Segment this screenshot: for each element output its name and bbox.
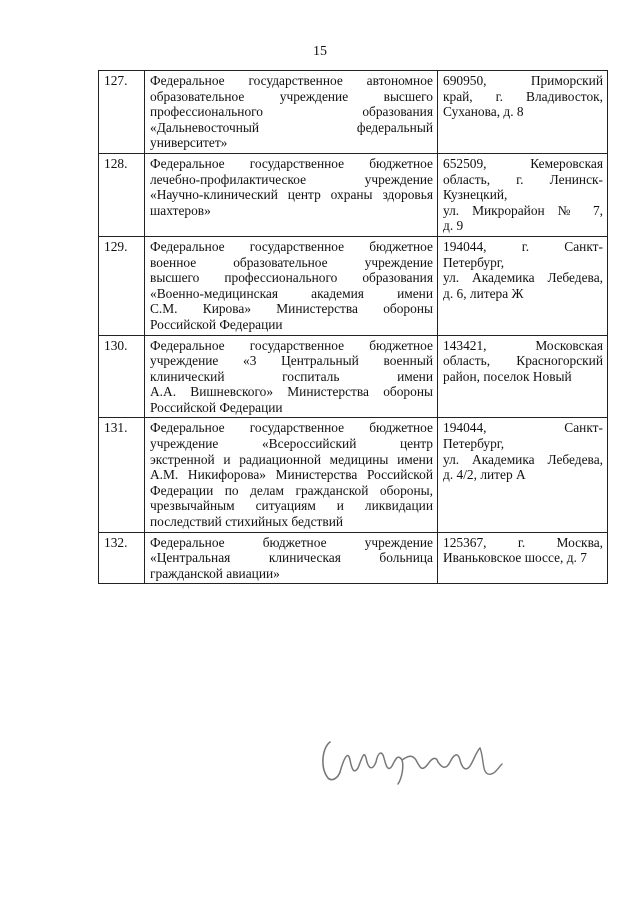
institution-name-line: клинический госпиталь имени: [150, 368, 433, 384]
row-number: 127.: [99, 71, 145, 154]
institution-address-line: область, г. Ленинск-: [443, 171, 603, 187]
institution-name-line: Федеральное государственное бюджетное: [150, 238, 433, 254]
institution-name: [145, 71, 438, 154]
institution-name-line: военное образовательное учреждение: [150, 254, 433, 270]
row-number: 132.: [99, 532, 145, 584]
institution-address: [438, 71, 608, 154]
institution-name-line: А.А. Вишневского» Министерства обороны: [150, 384, 433, 400]
institution-address-line: край, г. Владивосток,: [443, 88, 603, 104]
institution-address-line: 690950, Приморский: [443, 73, 603, 88]
institution-name-line: Федеральное государственное бюджетное: [150, 155, 433, 171]
row-number: 130.: [99, 335, 145, 418]
institution-name-line: Российской Федерации: [150, 399, 283, 415]
institutions-table: [98, 70, 608, 584]
institution-address: [438, 532, 608, 584]
institution-name-line: шахтеров»: [150, 202, 211, 218]
institution-name-line: А.М. Никифорова» Министерства Российской: [150, 467, 433, 483]
institution-name-line: учреждение «3 Центральный военный: [150, 353, 433, 369]
institutions-table-body: [99, 71, 608, 584]
institution-address-line: Суханова, д. 8: [443, 104, 524, 120]
row-number: 131.: [99, 418, 145, 532]
institution-name-line: гражданской авиации»: [150, 565, 280, 581]
institution-address: [438, 335, 608, 418]
table-row: [99, 335, 608, 418]
institution-address-line: Кузнецкий,: [443, 187, 508, 203]
institution-name-line: Федеральное бюджетное учреждение: [150, 534, 433, 550]
institution-name-line: Федеральное государственное бюджетное: [150, 337, 433, 353]
institution-address-line: район, поселок Новый: [443, 368, 572, 384]
table-row: [99, 236, 608, 335]
institution-address-line: 652509, Кемеровская: [443, 155, 603, 171]
institution-name-line: «Военно-медицинская академия имени: [150, 285, 433, 301]
institution-name-line: «Центральная клиническая больница: [150, 550, 433, 566]
institution-name-line: Федеральное государственное автономное: [150, 73, 433, 88]
institution-name-line: последствий стихийных бедствий: [150, 514, 344, 530]
institution-address-line: 194044, г. Санкт-: [443, 238, 603, 254]
institution-name: [145, 418, 438, 532]
row-number: 128.: [99, 153, 145, 236]
institution-name-line: «Дальневосточный федеральный: [150, 119, 433, 135]
table-row: [99, 532, 608, 584]
institution-name-line: лечебно-профилактическое учреждение: [150, 171, 433, 187]
institution-address-line: ул. Академика Лебедева,: [443, 270, 603, 286]
institution-address-line: ул. Академика Лебедева,: [443, 451, 603, 467]
institution-address-line: д. 6, литера Ж: [443, 285, 524, 301]
institution-address: [438, 153, 608, 236]
institution-name-line: «Научно-клинический центр охраны здоровья: [150, 187, 433, 203]
institution-name-line: С.М. Кирова» Министерства обороны: [150, 301, 433, 317]
table-row: [99, 153, 608, 236]
institution-address-line: 194044, Санкт-: [443, 420, 603, 436]
institution-name-line: Российской Федерации: [150, 316, 283, 332]
table-row: [99, 71, 608, 154]
institution-name-line: Федерации по делам гражданской обороны,: [150, 482, 433, 498]
institution-name-line: экстренной и радиационной медицины имени: [150, 451, 433, 467]
table-row: [99, 418, 608, 532]
institution-name: [145, 236, 438, 335]
institution-name-line: профессионального образования: [150, 104, 433, 120]
institution-name-line: университет»: [150, 135, 228, 151]
handwritten-signature: [318, 728, 508, 790]
institution-name: [145, 532, 438, 584]
institution-address-line: Петербург,: [443, 436, 505, 452]
institution-address-line: ул. Микрорайон № 7,: [443, 202, 603, 218]
institution-address-line: 143421, Московская: [443, 337, 603, 353]
institution-name-line: Федеральное государственное бюджетное: [150, 420, 433, 436]
institution-name-line: учреждение «Всероссийский центр: [150, 436, 433, 452]
institution-address-line: область, Красногорский: [443, 353, 603, 369]
institution-name-line: образовательное учреждение высшего: [150, 88, 433, 104]
institution-name-line: чрезвычайным ситуациям и ликвидации: [150, 498, 433, 514]
institution-address: [438, 418, 608, 532]
institution-address-line: 125367, г. Москва,: [443, 534, 603, 550]
institution-address-line: д. 9: [443, 218, 464, 234]
institution-address: [438, 236, 608, 335]
institution-address-line: Иваньковское шоссе, д. 7: [443, 550, 587, 566]
institution-name: [145, 335, 438, 418]
page-number: 15: [313, 44, 327, 59]
row-number: 129.: [99, 236, 145, 335]
institution-name: [145, 153, 438, 236]
institution-address-line: д. 4/2, литер А: [443, 467, 526, 483]
institution-address-line: Петербург,: [443, 254, 505, 270]
institution-name-line: высшего профессионального образования: [150, 270, 433, 286]
